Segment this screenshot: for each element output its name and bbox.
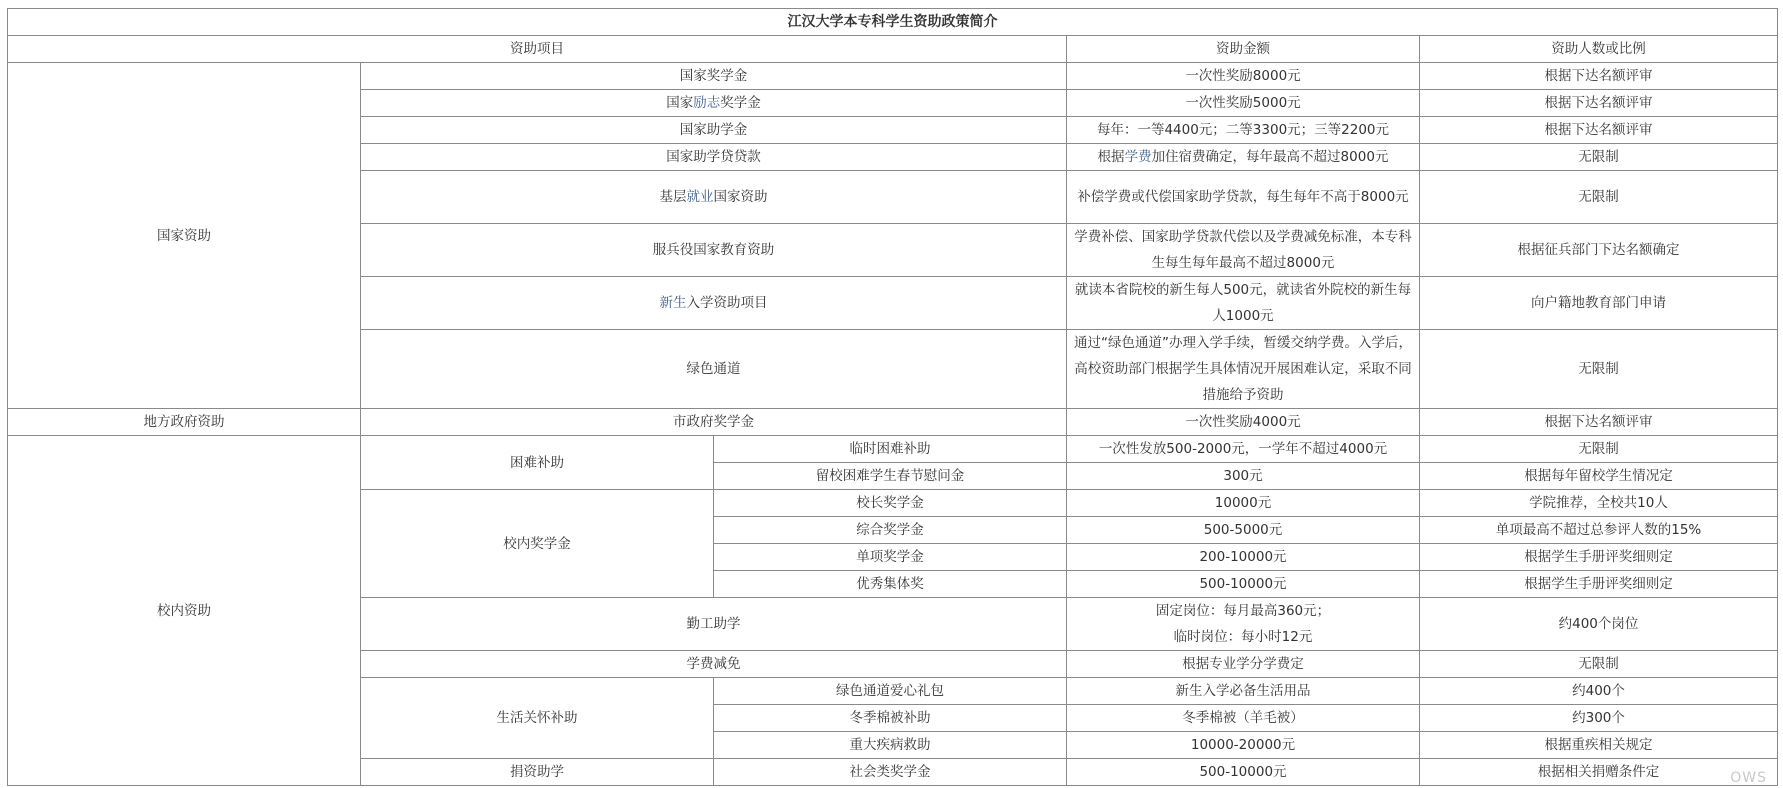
item-quota: 根据征兵部门下达名额确定 xyxy=(1420,224,1778,277)
item-amount: 10000-20000元 xyxy=(1067,732,1420,759)
header-amount: 资助金额 xyxy=(1067,36,1420,63)
item-name: 社会类奖学金 xyxy=(714,759,1067,786)
table-row xyxy=(8,409,1778,436)
item-amount: 300元 xyxy=(1067,463,1420,490)
item-amount: 一次性奖励8000元 xyxy=(1067,63,1420,90)
item-quota: 根据相关捐赠条件定 xyxy=(1420,759,1778,786)
item-name: 绿色通道 xyxy=(361,330,1067,409)
item-amount: 一次性奖励5000元 xyxy=(1067,90,1420,117)
item-quota: 根据每年留校学生情况定 xyxy=(1420,463,1778,490)
item-quota: 无限制 xyxy=(1420,330,1778,409)
header-row xyxy=(8,36,1778,63)
category-local: 地方政府资助 xyxy=(8,409,361,436)
category-national: 国家资助 xyxy=(8,63,361,409)
item-quota: 单项最高不超过总参评人数的15% xyxy=(1420,517,1778,544)
item-name: 国家助学贷贷款 xyxy=(361,144,1067,171)
item-name: 校长奖学金 xyxy=(714,490,1067,517)
item-quota: 约300个 xyxy=(1420,705,1778,732)
item-name: 国家奖学金 xyxy=(361,63,1067,90)
item-amount: 一次性发放500-2000元，一学年不超过4000元 xyxy=(1067,436,1420,463)
item-amount: 新生入学必备生活用品 xyxy=(1067,678,1420,705)
item-quota: 根据下达名额评审 xyxy=(1420,63,1778,90)
table-row xyxy=(8,63,1778,90)
item-quota: 根据学生手册评奖细则定 xyxy=(1420,544,1778,571)
item-quota: 约400个岗位 xyxy=(1420,598,1778,651)
item-quota: 根据学生手册评奖细则定 xyxy=(1420,571,1778,598)
item-amount: 通过“绿色通道”办理入学手续，暂缓交纳学费。入学后，高校资助部门根据学生具体情况开展困难认定，采取不同措施给予资助 xyxy=(1067,330,1420,409)
item-name: 国家助学金 xyxy=(361,117,1067,144)
item-amount: 200-10000元 xyxy=(1067,544,1420,571)
item-amount xyxy=(1067,144,1420,171)
item-quota: 根据下达名额评审 xyxy=(1420,90,1778,117)
item-amount: 根据专业学分学费定 xyxy=(1067,651,1420,678)
policy-table xyxy=(7,8,1778,786)
title-row xyxy=(8,9,1778,36)
item-name: 临时困难补助 xyxy=(714,436,1067,463)
item-quota: 根据重疾相关规定 xyxy=(1420,732,1778,759)
watermark: OWS xyxy=(1730,770,1767,786)
keyword-link[interactable]: 就业 xyxy=(686,189,714,205)
category-school: 校内资助 xyxy=(8,436,361,786)
name-part: 国家资助 xyxy=(713,189,768,205)
item-amount: 每年：一等4400元；二等3300元；三等2200元 xyxy=(1067,117,1420,144)
subcategory-care: 生活关怀补助 xyxy=(361,678,714,759)
name-part: 入学资助项目 xyxy=(686,295,768,311)
item-quota: 约400个 xyxy=(1420,678,1778,705)
header-item: 资助项目 xyxy=(8,36,1067,63)
item-quota: 无限制 xyxy=(1420,651,1778,678)
item-name: 服兵役国家教育资助 xyxy=(361,224,1067,277)
item-name: 重大疾病救助 xyxy=(714,732,1067,759)
table-title: 江汉大学本专科学生资助政策简介 xyxy=(8,9,1778,36)
policy-table-wrapper xyxy=(7,8,1777,786)
item-amount xyxy=(1067,598,1420,651)
item-quota: 学院推荐，全校共10人 xyxy=(1420,490,1778,517)
keyword-link[interactable]: 励志 xyxy=(693,95,721,111)
item-quota: 根据下达名额评审 xyxy=(1420,409,1778,436)
item-name: 综合奖学金 xyxy=(714,517,1067,544)
name-part: 奖学金 xyxy=(720,95,761,111)
subcategory-scholarship: 校内奖学金 xyxy=(361,490,714,598)
name-part: 国家 xyxy=(666,95,694,111)
item-quota: 无限制 xyxy=(1420,436,1778,463)
item-amount: 学费补偿、国家助学贷款代偿以及学费减免标准，本专科生每生每年最高不超过8000元 xyxy=(1067,224,1420,277)
name-part: 基层 xyxy=(659,189,687,205)
amount-line: 临时岗位：每小时12元 xyxy=(1173,629,1313,645)
item-name: 单项奖学金 xyxy=(714,544,1067,571)
subcategory-hardship: 困难补助 xyxy=(361,436,714,490)
item-amount: 就读本省院校的新生每人500元，就读省外院校的新生每人1000元 xyxy=(1067,277,1420,330)
keyword-link[interactable]: 学费 xyxy=(1124,149,1152,165)
item-name xyxy=(361,171,1067,224)
amount-part: 根据 xyxy=(1097,149,1125,165)
item-name: 勤工助学 xyxy=(361,598,1067,651)
item-quota: 无限制 xyxy=(1420,171,1778,224)
item-name: 冬季棉被补助 xyxy=(714,705,1067,732)
item-amount: 一次性奖励4000元 xyxy=(1067,409,1420,436)
item-amount: 500-10000元 xyxy=(1067,759,1420,786)
item-quota: 无限制 xyxy=(1420,144,1778,171)
item-name: 学费减免 xyxy=(361,651,1067,678)
item-amount: 500-10000元 xyxy=(1067,571,1420,598)
subcategory-donation: 捐资助学 xyxy=(361,759,714,786)
item-name xyxy=(361,90,1067,117)
item-quota: 向户籍地教育部门申请 xyxy=(1420,277,1778,330)
item-name: 市政府奖学金 xyxy=(361,409,1067,436)
table-row xyxy=(8,436,1778,463)
item-name: 绿色通道爱心礼包 xyxy=(714,678,1067,705)
header-quota: 资助人数或比例 xyxy=(1420,36,1778,63)
amount-part: 加住宿费确定，每年最高不超过8000元 xyxy=(1151,149,1389,165)
item-quota: 根据下达名额评审 xyxy=(1420,117,1778,144)
item-amount: 10000元 xyxy=(1067,490,1420,517)
item-amount: 500-5000元 xyxy=(1067,517,1420,544)
item-name xyxy=(361,277,1067,330)
item-name: 留校困难学生春节慰问金 xyxy=(714,463,1067,490)
amount-line: 固定岗位：每月最高360元； xyxy=(1155,603,1331,619)
item-name: 优秀集体奖 xyxy=(714,571,1067,598)
item-amount: 冬季棉被（羊毛被） xyxy=(1067,705,1420,732)
keyword-link[interactable]: 新生 xyxy=(659,295,687,311)
item-amount: 补偿学费或代偿国家助学贷款，每生每年不高于8000元 xyxy=(1067,171,1420,224)
